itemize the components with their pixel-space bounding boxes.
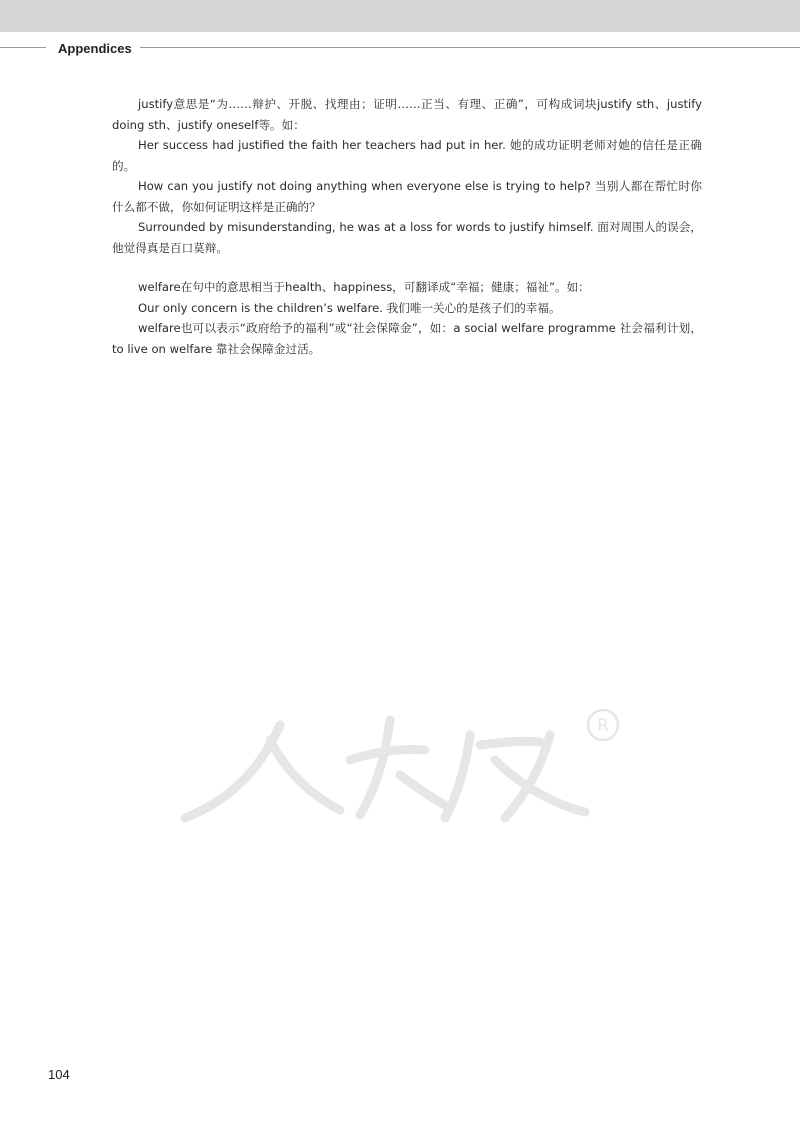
note-welfare xyxy=(112,277,702,359)
page-content xyxy=(112,94,702,359)
page-number: 104 xyxy=(48,1067,70,1082)
header-band xyxy=(0,0,800,32)
note-welfare-definition: welfare在句中的意思相当于health、happiness，可翻译成“幸福；健康；福祉”。如： xyxy=(138,280,590,294)
header-rule-right xyxy=(140,47,800,48)
publisher-watermark-icon xyxy=(175,700,625,830)
note-welfare-example-1: Our only concern is the children’s welfare. 我们唯一关心的是孩子们的幸福。 xyxy=(138,300,561,315)
note-justify xyxy=(112,94,702,258)
note-justify-example-1: Her success had justified the faith her teachers had put in her. 她的成功证明老师对她的信任是正确的。 xyxy=(112,138,702,173)
note-justify-definition: justify意思是“为……辩护、开脱、找理由；证明……正当、有理、正确”，可构成词块justify sth、justify doing sth、justify oneself等。如： xyxy=(112,97,702,132)
header-rule-left xyxy=(0,47,46,48)
note-welfare-usage: welfare也可以表示“政府给予的福利”或“社会保障金”，如：a social welfare programme 社会福利计划，to live on welfare 靠社会保障金过活。 xyxy=(112,321,702,356)
note-justify-example-3: Surrounded by misunderstanding, he was at a loss for words to justify himself. 面对周围人的误会，他觉得真是百口莫辩。 xyxy=(112,220,702,255)
section-label: Appendices xyxy=(58,41,132,56)
note-justify-example-2: How can you justify not doing anything when everyone else is trying to help? 当别人都在帮忙时你什么都不做，你如何证明这样是正确的？ xyxy=(112,179,702,214)
registered-mark: R xyxy=(597,716,609,736)
paragraph-gap xyxy=(112,258,702,277)
